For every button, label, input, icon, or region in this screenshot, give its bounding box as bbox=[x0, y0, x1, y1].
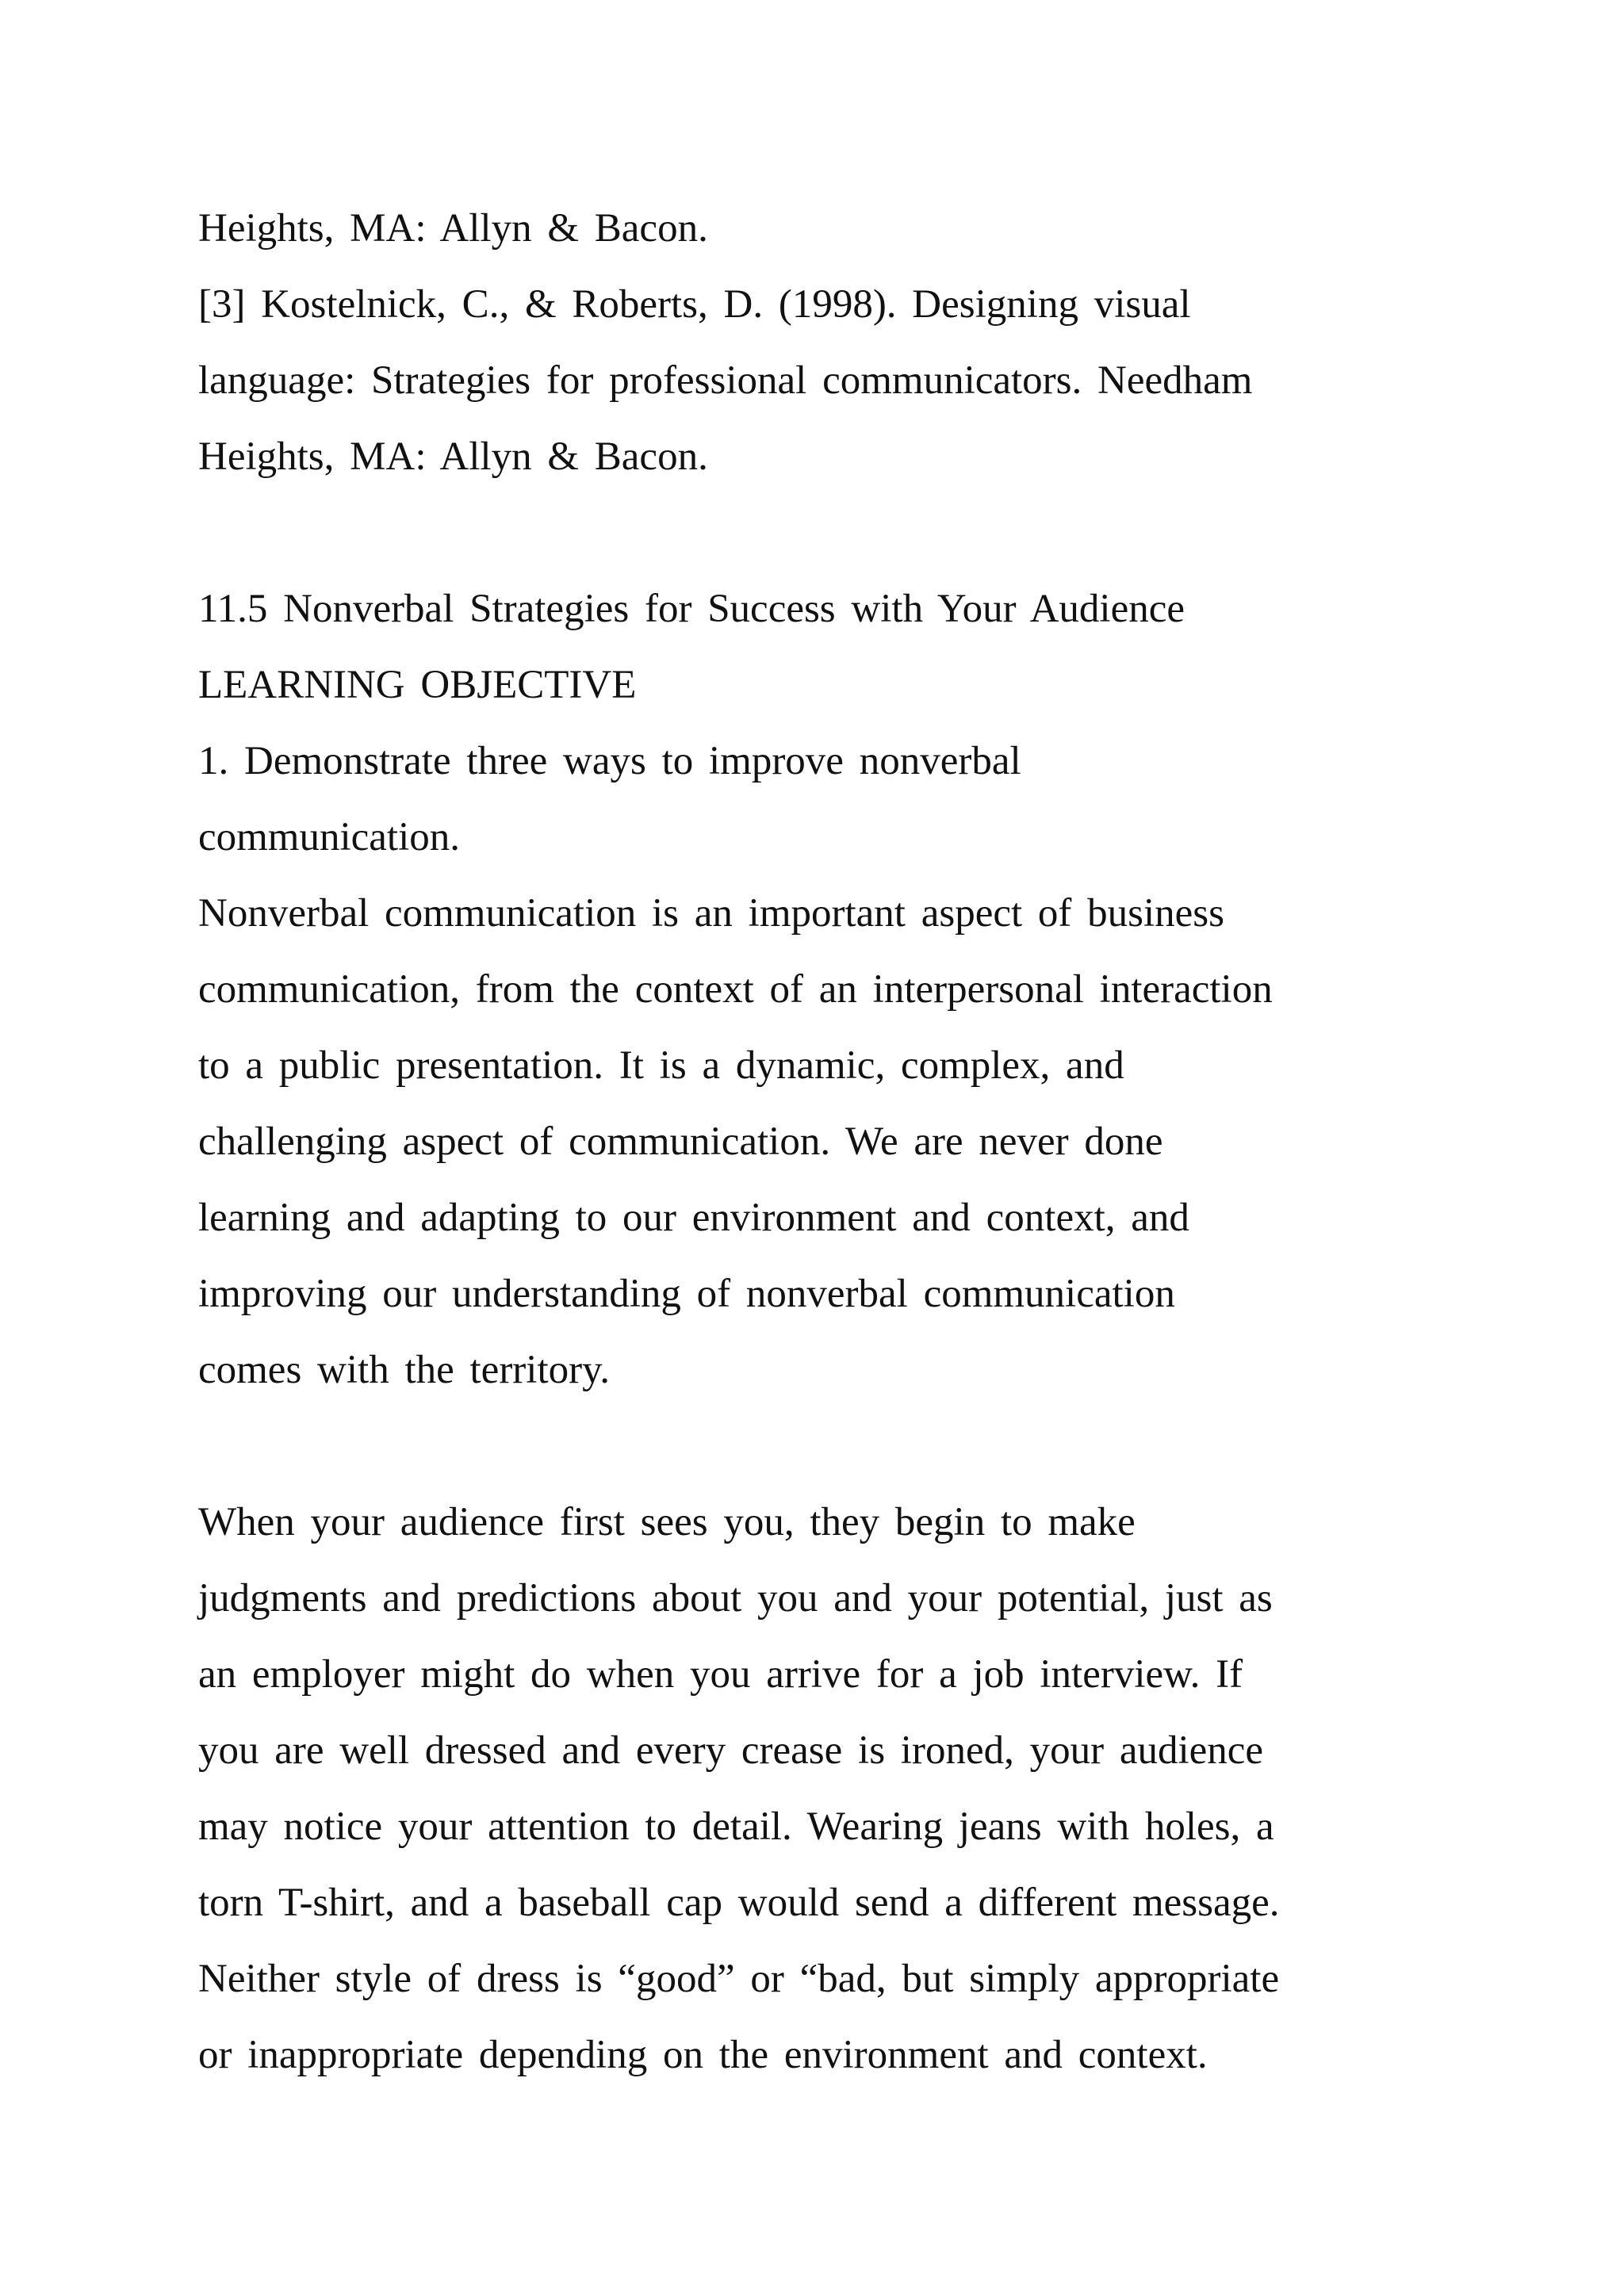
objective-label: LEARNING OBJECTIVE bbox=[198, 663, 637, 707]
text-line: Neither style of dress is “good” or “bad, but simply appropriate bbox=[198, 1957, 1280, 2001]
objective-item bbox=[198, 723, 1499, 875]
text-line: language: Strategies for professional communicators. Needham bbox=[198, 358, 1253, 403]
text-line: Heights, MA: Allyn & Bacon. bbox=[198, 434, 708, 479]
reference-continuation bbox=[198, 190, 1499, 266]
text-line: Nonverbal communication is an important aspect of business bbox=[198, 891, 1224, 936]
paragraph-gap bbox=[198, 1408, 1499, 1484]
document-body bbox=[198, 190, 1499, 2093]
paragraph-2 bbox=[198, 1484, 1499, 2093]
text-line: comes with the territory. bbox=[198, 1348, 611, 1392]
paragraph-gap bbox=[198, 495, 1499, 571]
text-line: improving our understanding of nonverbal communication bbox=[198, 1272, 1175, 1316]
text-line: learning and adapting to our environment and context, and bbox=[198, 1196, 1189, 1240]
paragraph-1 bbox=[198, 875, 1499, 1408]
text-line: communication. bbox=[198, 815, 461, 859]
text-line: challenging aspect of communication. We are never done bbox=[198, 1119, 1163, 1164]
text-line: to a public presentation. It is a dynamic, complex, and bbox=[198, 1043, 1124, 1088]
text-line: When your audience first sees you, they begin to make bbox=[198, 1500, 1136, 1544]
text-line: torn T-shirt, and a baseball cap would send a different message. bbox=[198, 1881, 1280, 1925]
section-heading: 11.5 Nonverbal Strategies for Success with Your Audience bbox=[198, 587, 1185, 631]
text-line: [3] Kostelnick, C., & Roberts, D. (1998). Designing visual bbox=[198, 282, 1191, 327]
text-line: you are well dressed and every crease is ironed, your audience bbox=[198, 1728, 1264, 1773]
reference-3 bbox=[198, 266, 1499, 495]
text-line: or inappropriate depending on the environment and context. bbox=[198, 2033, 1208, 2077]
text-line: may notice your attention to detail. Wearing jeans with holes, a bbox=[198, 1804, 1274, 1849]
text-line: judgments and predictions about you and your potential, just as bbox=[198, 1576, 1273, 1621]
text-line: an employer might do when you arrive for a job interview. If bbox=[198, 1652, 1243, 1697]
text-line: Heights, MA: Allyn & Bacon. bbox=[198, 206, 708, 251]
text-line: communication, from the context of an interpersonal interaction bbox=[198, 967, 1273, 1012]
text-line: 1. Demonstrate three ways to improve nonverbal bbox=[198, 739, 1021, 783]
